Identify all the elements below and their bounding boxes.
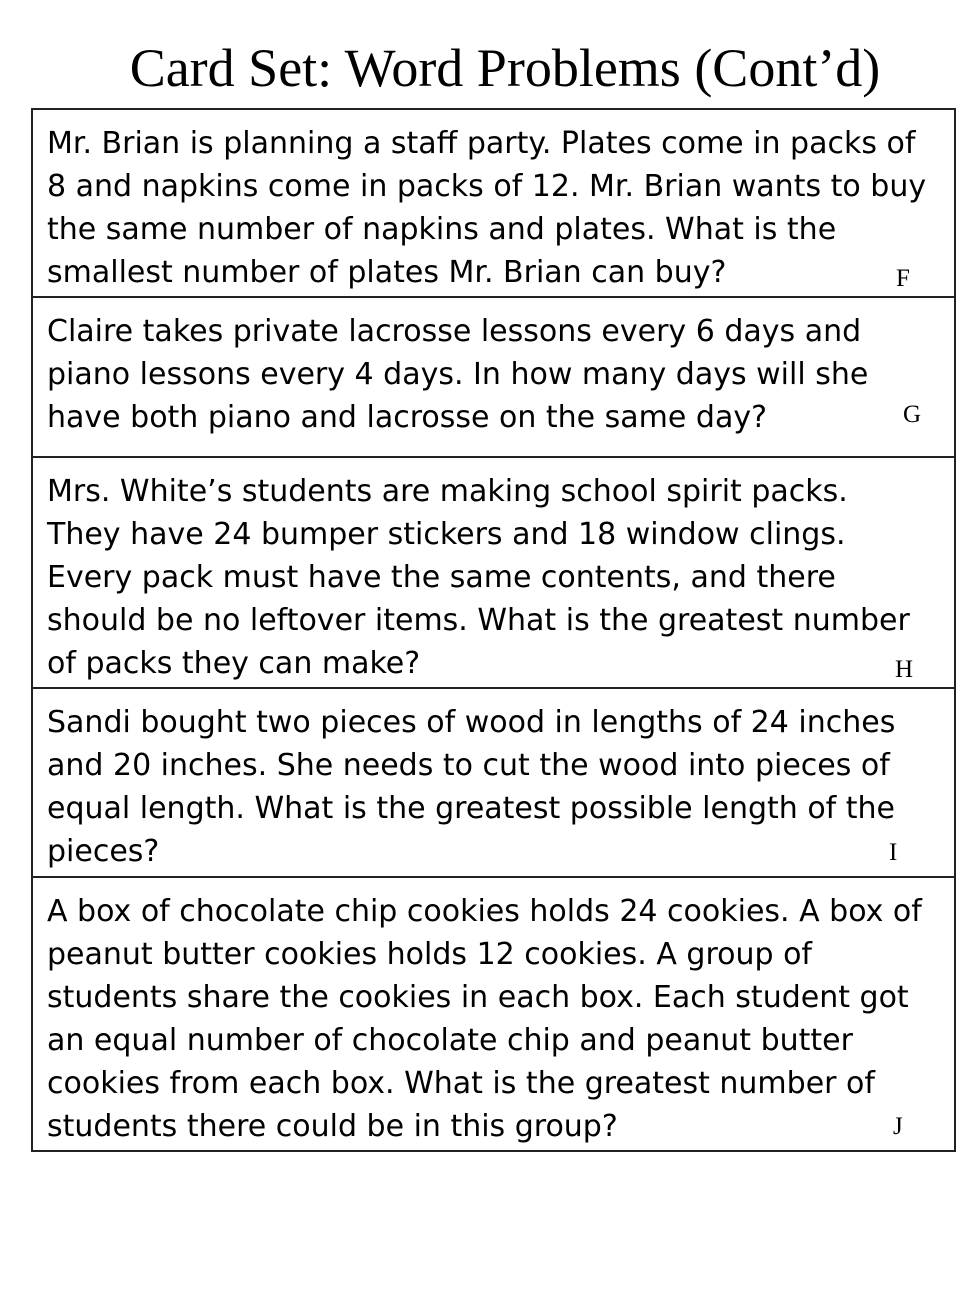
card-row [32,688,955,877]
card-row [32,109,955,297]
card-question: Mr. Brian is planning a staff party. Plates come in packs of 8 and napkins come in packs of 12. Mr. Brian wants to buy the same number of napkins and plates. What is the smallest number of plates Mr. Brian can buy? [47,126,927,290]
card-letter: H [895,656,914,683]
card-j [32,877,955,1151]
card-letter: I [889,839,898,866]
card-question: Mrs. White’s students are making school spirit packs. They have 24 bumper stickers and 18 window clings. Every pack must have the same contents, and there should be no leftover items. What is the greatest number of packs they can make? [47,474,910,681]
card-letter: F [896,265,910,292]
page-title: Card Set: Word Problems (Cont’d) [129,38,881,98]
card-h [32,457,955,688]
card-table [31,108,956,1152]
card-question: A box of chocolate chip cookies holds 24 cookies. A box of peanut butter cookies holds 12 cookies. A group of students share the cookies in each box. Each student got an equal number of chocolate chip and peanut butter cookies from each box. What is the greatest number of students there could be in this group? [47,894,922,1144]
card-f [32,109,955,297]
card-row [32,877,955,1151]
card-i [32,688,955,877]
card-row [32,457,955,688]
card-g [32,297,955,457]
card-question: Sandi bought two pieces of wood in lengths of 24 inches and 20 inches. She needs to cut the wood into pieces of equal length. What is the greatest possible length of the pieces? [47,705,896,869]
card-question: Claire takes private lacrosse lessons every 6 days and piano lessons every 4 days. In how many days will she have both piano and lacrosse on the same day? [47,314,869,435]
card-letter: J [893,1113,903,1140]
card-row [32,297,955,457]
card-letter: G [903,401,922,428]
